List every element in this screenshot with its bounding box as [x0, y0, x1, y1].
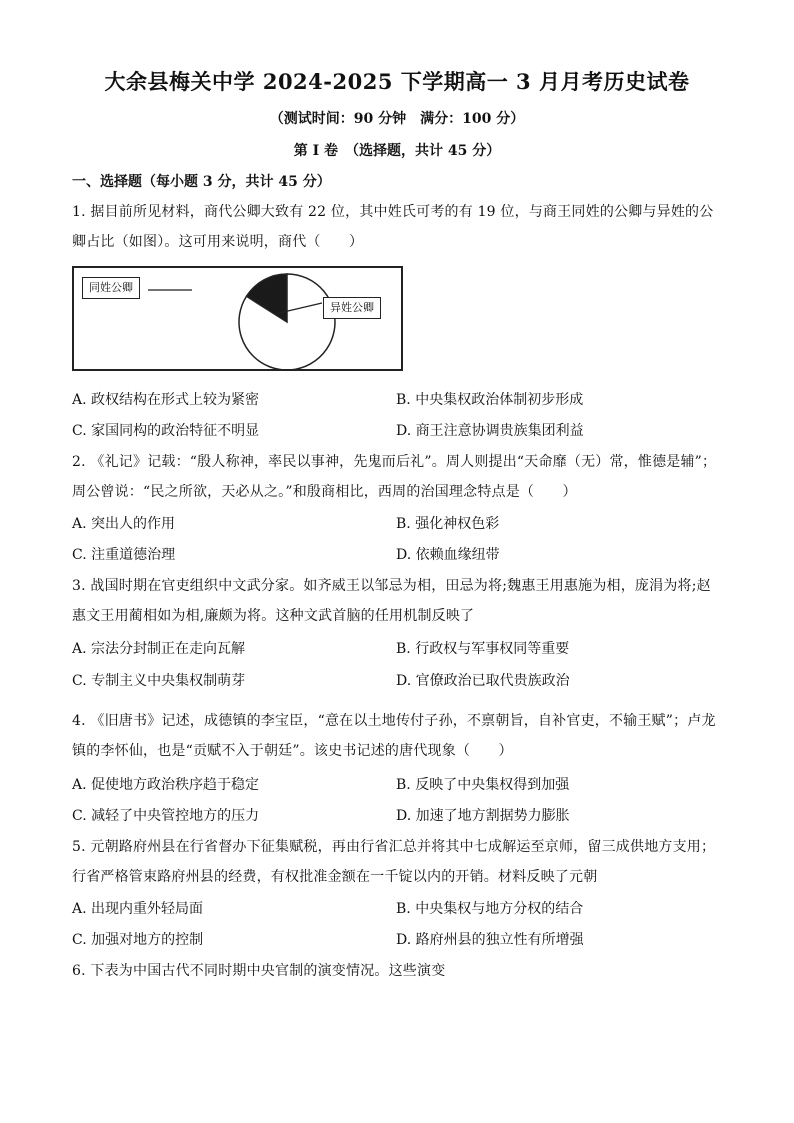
q4-option-c[interactable]: C. 减轻了中央管控地方的压力: [72, 808, 260, 824]
volume-heading: 第 I 卷 （选择题，共计 45 分）: [293, 143, 501, 159]
pie-slices: [239, 274, 335, 369]
question-5-stem: 5. 元朝路府州县在行省督办下征集赋税，再由行省汇总并将其中七成解运至京师，留三成供地方支用；行省严格管束路府州县的经费，有权批准金额在一千锭以内的开销。材料反映了元朝: [72, 839, 716, 885]
question-2-stem: 2. 《礼记》记载：“殷人称神，率民以事神，先鬼而后礼”。周人则提出“天命靡（无）常，惟德是辅”；周公曾说：“民之所欲，天必从之。”和殷商相比，西周的治国理念特点是（ ）: [72, 454, 717, 500]
q3-option-a[interactable]: A. 宗法分封制正在走向瓦解: [72, 641, 246, 657]
q1-option-b[interactable]: B. 中央集权政治体制初步形成: [396, 392, 584, 408]
question-1-stem: 1. 据目前所见材料，商代公卿大致有 22 位，其中姓氏可考的有 19 位，与商王同姓的公卿与异姓的公卿占比（如图）。这可用来说明，商代（ ）: [72, 204, 714, 250]
question-3-stem: 3. 战国时期在官吏组织中文武分家。如齐威王以邹忌为相，田忌为将;魏惠王用惠施为相，庞涓为将;赵惠文王用蔺相如为相,廉颇为将。这种文武首脑的任用机制反映了: [72, 578, 711, 624]
q1-option-d[interactable]: D. 商王注意协调贵族集团利益: [396, 423, 584, 439]
exam-title: 大余县梅关中学 2024-2025 下学期高一 3 月月考历史试卷: [104, 69, 690, 94]
q3-option-c[interactable]: C. 专制主义中央集权制萌芽: [72, 673, 246, 689]
q5-option-b[interactable]: B. 中央集权与地方分权的结合: [396, 901, 584, 917]
q4-option-a[interactable]: A. 促使地方政治秩序趋于稳定: [72, 777, 260, 793]
q2-option-a[interactable]: A. 突出人的作用: [72, 516, 176, 532]
q3-option-b[interactable]: B. 行政权与军事权同等重要: [396, 641, 570, 657]
pie-figure: [72, 266, 403, 371]
q5-option-d[interactable]: D. 路府州县的独立性有所增强: [396, 932, 584, 948]
question-6-stem: 6. 下表为中国古代不同时期中央官制的演变情况。这些演变: [72, 963, 446, 979]
q3-option-d[interactable]: D. 官僚政治已取代贵族政治: [396, 673, 570, 689]
section-heading: 一、选择题（每小题 3 分，共计 45 分）: [72, 174, 331, 190]
q1-option-a[interactable]: A. 政权结构在形式上较为紧密: [72, 392, 260, 408]
q2-option-b[interactable]: B. 强化神权色彩: [396, 516, 500, 532]
q4-option-d[interactable]: D. 加速了地方割据势力膨胀: [396, 808, 570, 824]
question-4-stem: 4. 《旧唐书》记述，成德镇的李宝臣，“意在以土地传付子孙，不禀朝旨，自补官吏，不输王赋”；卢龙镇的李怀仙，也是“贡赋不入于朝廷”。该史书记述的唐代现象（ ）: [72, 713, 716, 759]
exam-subtitle: （测试时间：90 分钟 满分：100 分）: [269, 111, 525, 127]
q2-option-d[interactable]: D. 依赖血缘纽带: [396, 547, 500, 563]
label-same-surname: 同姓公卿: [82, 277, 140, 299]
label-different-surname: 异姓公卿: [323, 297, 381, 319]
q2-option-c[interactable]: C. 注重道德治理: [72, 547, 176, 563]
q4-option-b[interactable]: B. 反映了中央集权得到加强: [396, 777, 570, 793]
q5-option-a[interactable]: A. 出现内重外轻局面: [72, 901, 204, 917]
q5-option-c[interactable]: C. 加强对地方的控制: [72, 932, 204, 948]
q1-option-c[interactable]: C. 家国同构的政治特征不明显: [72, 423, 260, 439]
